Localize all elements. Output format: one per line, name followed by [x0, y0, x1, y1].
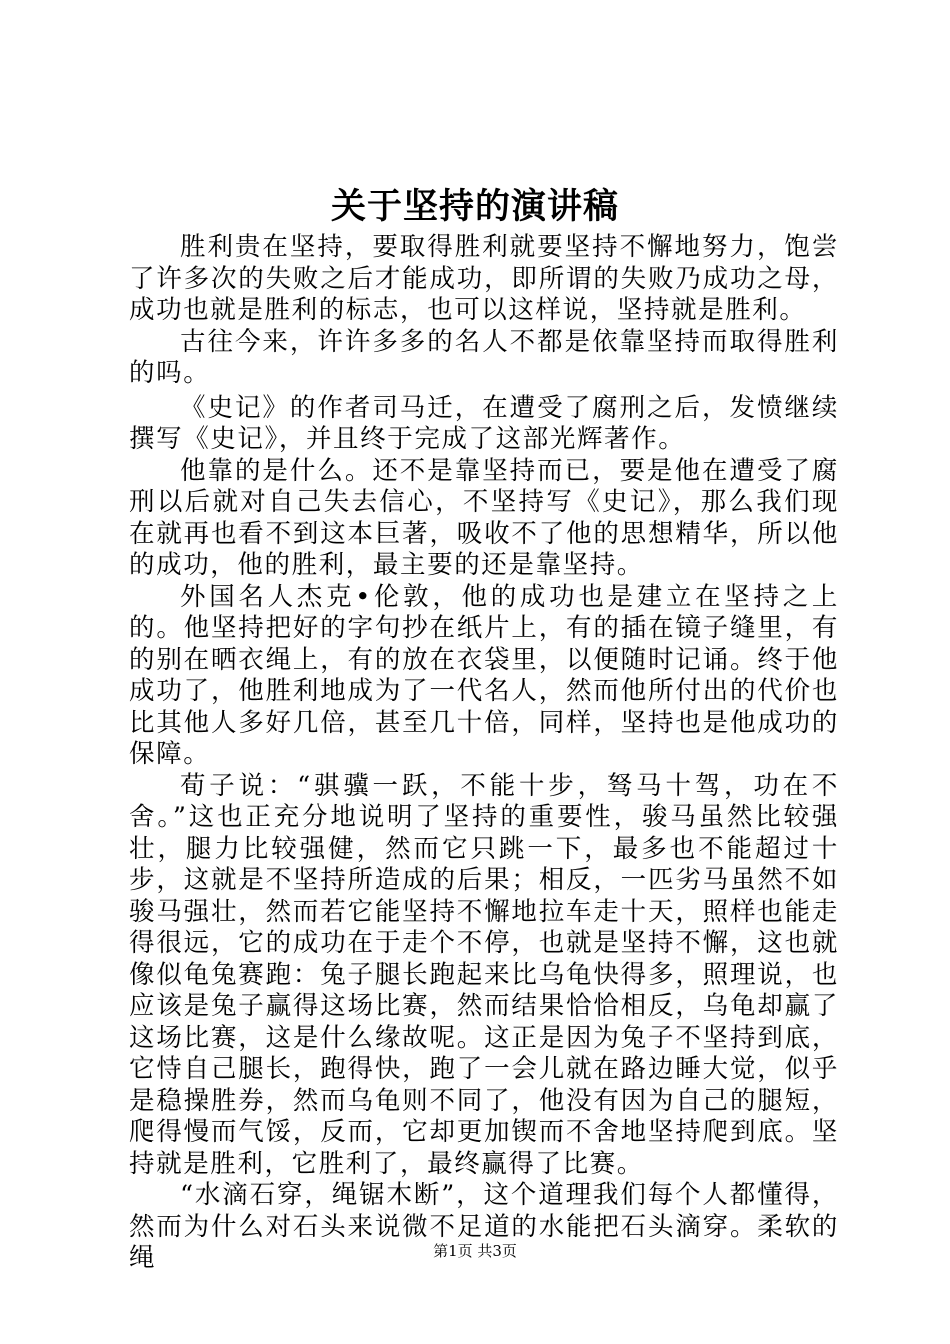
paragraph-3: 《史记》的作者司马迁，在遭受了腐刑之后，发愤继续撰写《史记》，并且终于完成了这部光辉著作。 — [129, 392, 839, 454]
document-body — [129, 232, 839, 1275]
paragraph-2: 古往今来，许许多多的名人不都是依靠坚持而取得胜利的吗。 — [129, 326, 839, 388]
paragraph-7: “水滴石穿，绳锯木断”，这个道理我们每个人都懂得，然而为什么对石头来说微不足道的水能把石头滴穿。柔软的绳 — [129, 1180, 839, 1273]
paragraph-6: 荀子说：“骐骥一跃，不能十步，驽马十驾，功在不舍。”这也正充分地说明了坚持的重要性，骏马虽然比较强壮，腿力比较强健，然而它只跳一下，最多也不能超过十步，这就是不坚持所造成的后果；相反，一匹劣马虽然不如骏马强壮，然而若它能坚持不懈地拉车走十天，照样也能走得很远，它的成功在于走个不停，也就是坚持不懈，这也就像似龟兔赛跑：兔子腿长跑起来比乌龟快得多，照理说，也应该是兔子赢得这场比赛，然而结果恰恰相反，乌龟却赢了这场比赛，这是什么缘故呢。这正是因为兔子不坚持到底，它恃自己腿长，跑得快，跑了一会儿就在路边睡大觉，似乎是稳操胜券，然而乌龟则不同了，他没有因为自己的腿短，爬得慢而气馁，反而，它却更加锲而不舍地坚持爬到底。坚持就是胜利，它胜利了，最终赢得了比赛。 — [129, 770, 839, 1179]
paragraph-5: 外国名人杰克•伦敦，他的成功也是建立在坚持之上的。他坚持把好的字句抄在纸片上，有的插在镜子缝里，有的别在晒衣绳上，有的放在衣袋里，以便随时记诵。终于他成功了，他胜利地成为了一代名人，然而他所付出的代价也比其他人多好几倍，甚至几十倍，同样，坚持也是他成功的保障。 — [129, 581, 839, 769]
paragraph-1: 胜利贵在坚持，要取得胜利就要坚持不懈地努力，饱尝了许多次的失败之后才能成功，即所谓的失败乃成功之母，成功也就是胜利的标志，也可以这样说，坚持就是胜利。 — [129, 232, 839, 325]
page-footer: 第1页 共3页 — [433, 1242, 517, 1260]
document-title: 关于坚持的演讲稿 — [330, 186, 619, 227]
paragraph-4: 他靠的是什么。还不是靠坚持而已，要是他在遭受了腐刑以后就对自己失去信心，不坚持写《史记》，那么我们现在就再也看不到这本巨著，吸收不了他的思想精华，所以他的成功，他的胜利，最主要的还是靠坚持。 — [129, 455, 839, 580]
